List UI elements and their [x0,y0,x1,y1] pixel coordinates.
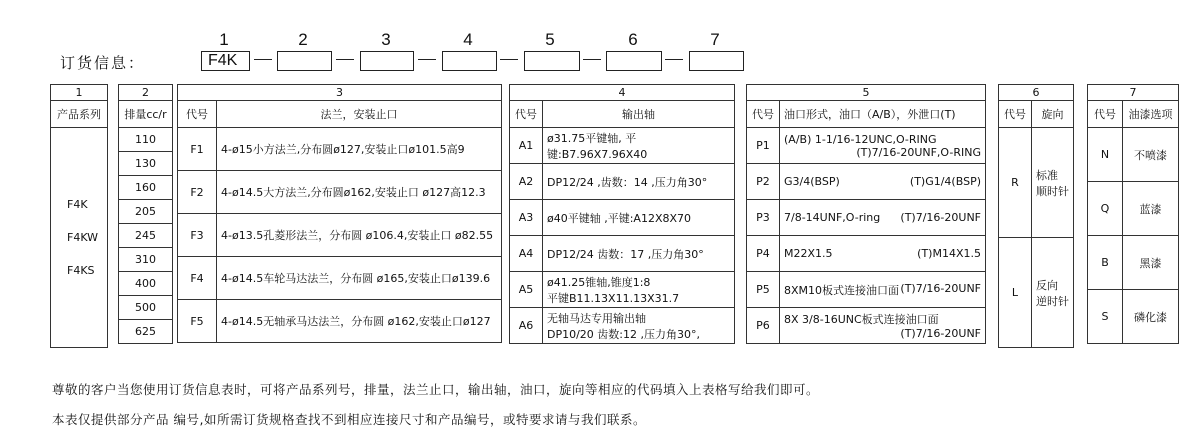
position-number-3: 3 [381,30,391,49]
rotation-desc: 标准 顺时针 [1032,128,1074,238]
shaft-code: A3 [510,200,543,236]
column-header: 排量cc/r [119,101,173,128]
position-number-4: 4 [463,30,473,49]
series-item: F4KS [67,264,95,277]
column-header: 法兰，安装止口 [217,101,502,128]
order-box-4 [442,51,497,71]
shaft-desc: DP12/24 ,齿数：14 ,压力角30° [543,164,735,200]
order-box-2 [277,51,332,71]
rotation-table [998,84,1074,348]
order-box-1: F4K [201,51,250,71]
order-box-3 [360,51,414,71]
port-code: P6 [747,308,780,344]
series-item: F4KW [67,231,99,244]
shaft-code: A5 [510,272,543,308]
shaft-desc: DP12/24 齿数：17 ,压力角30° [543,236,735,272]
note-line-1: 尊敬的客户当您使用订货信息表时，可将产品系列号，排量，法兰止口，输出轴，油口，旋向等相应的代码填入上表格写给我们即可。 [52,382,820,397]
dash [665,59,683,60]
column-number: 5 [747,85,986,101]
displacement-item: 110 [119,128,173,152]
paint-code: N [1088,128,1123,182]
code-header: 代号 [1088,101,1123,128]
dash [254,59,272,60]
flange-desc: 4-ø14.5大方法兰,分布圆ø162,安装止口 ø127高12.3 [217,171,502,214]
column-number: 6 [999,85,1074,101]
dash [336,59,354,60]
shaft-code: A4 [510,236,543,272]
column-header: 油口形式，油口（A/B），外泄口(T) [780,101,986,128]
shaft-desc: ø40平键轴 ,平键:A12X8X70 [543,200,735,236]
code-header: 代号 [747,101,780,128]
code-header: 代号 [510,101,543,128]
displacement-item: 625 [119,320,173,344]
displacement-item: 310 [119,248,173,272]
column-number: 4 [510,85,735,101]
rotation-code: R [999,128,1032,238]
port-desc: 8XM10板式连接油口面 (T)7/16-20UNF [780,272,986,308]
flange-desc: 4-ø15小方法兰,分布圆ø127,安装止口ø101.5高9 [217,128,502,171]
order-box-5 [524,51,580,71]
order-box-6 [606,51,662,71]
displacement-item: 245 [119,224,173,248]
port-code: P5 [747,272,780,308]
paint-desc: 不喷漆 [1123,128,1179,182]
displacement-table [118,84,173,344]
port-desc: 8X 3/8-16UNC板式连接油口面 (T)7/16-20UNF [780,308,986,344]
flange-code: F4 [178,257,217,300]
port-code: P3 [747,200,780,236]
port-table [746,84,986,344]
flange-table [177,84,502,343]
paint-code: S [1088,290,1123,344]
order-info-label: 订货信息： [60,54,146,72]
port-code: P2 [747,164,780,200]
dash [583,59,601,60]
port-desc: (A/B) 1-1/16-12UNC,O-RING (T)7/16-20UNF,O-RING [780,128,986,164]
position-number-7: 7 [710,30,720,49]
paint-desc: 黑漆 [1123,236,1179,290]
flange-desc: 4-ø14.5车轮马达法兰，分布圆 ø165,安装止口ø139.6 [217,257,502,300]
series-item: F4K [67,198,88,211]
column-header: 旋向 [1032,101,1074,128]
flange-code: F5 [178,300,217,343]
column-number: 2 [119,85,173,101]
displacement-item: 205 [119,200,173,224]
column-number: 7 [1088,85,1179,101]
column-header: 油漆选项 [1123,101,1179,128]
displacement-item: 400 [119,272,173,296]
port-desc: G3/4(BSP) (T)G1/4(BSP) [780,164,986,200]
displacement-item: 160 [119,176,173,200]
flange-code: F3 [178,214,217,257]
code-header: 代号 [178,101,217,128]
paint-desc: 蓝漆 [1123,182,1179,236]
rotation-code: L [999,238,1032,348]
order-box-7 [689,51,744,71]
paint-code: Q [1088,182,1123,236]
shaft-code: A1 [510,128,543,164]
dash [418,59,436,60]
paint-table [1087,84,1179,344]
product-series-table [50,84,108,348]
shaft-desc: ø41.25锥轴,锥度1:8 平键B11.13X11.13X31.7 [543,272,735,308]
shaft-code: A6 [510,308,543,344]
column-number: 1 [51,85,108,101]
paint-code: B [1088,236,1123,290]
paint-desc: 磷化漆 [1123,290,1179,344]
position-number-5: 5 [545,30,555,49]
rotation-desc: 反向 逆时针 [1032,238,1074,348]
shaft-desc: 无轴马达专用输出轴 DP10/20 齿数:12 ,压力角30°, [543,308,735,344]
shaft-code: A2 [510,164,543,200]
flange-code: F2 [178,171,217,214]
flange-code: F1 [178,128,217,171]
column-header: 输出轴 [543,101,735,128]
dash [500,59,518,60]
position-number-1: 1 [219,30,229,49]
displacement-item: 500 [119,296,173,320]
note-line-2: 本表仅提供部分产品 编号,如所需订货规格查找不到相应连接尺寸和产品编号，或特要求请与我们联系。 [52,412,646,427]
output-shaft-table [509,84,735,344]
port-code: P4 [747,236,780,272]
displacement-item: 130 [119,152,173,176]
port-desc: M22X1.5 (T)M14X1.5 [780,236,986,272]
flange-desc: 4-ø14.5无轴承马达法兰，分布圆 ø162,安装止口ø127 [217,300,502,343]
code-header: 代号 [999,101,1032,128]
column-header: 产品系列 [51,101,108,128]
flange-desc: 4-ø13.5孔菱形法兰，分布圆 ø106.4,安装止口 ø82.55 [217,214,502,257]
column-number: 3 [178,85,502,101]
shaft-desc: ø31.75平键轴, 平键:B7.96X7.96X40 [543,128,735,164]
position-number-6: 6 [628,30,638,49]
position-number-2: 2 [298,30,308,49]
port-code: P1 [747,128,780,164]
port-desc: 7/8-14UNF,O-ring (T)7/16-20UNF [780,200,986,236]
